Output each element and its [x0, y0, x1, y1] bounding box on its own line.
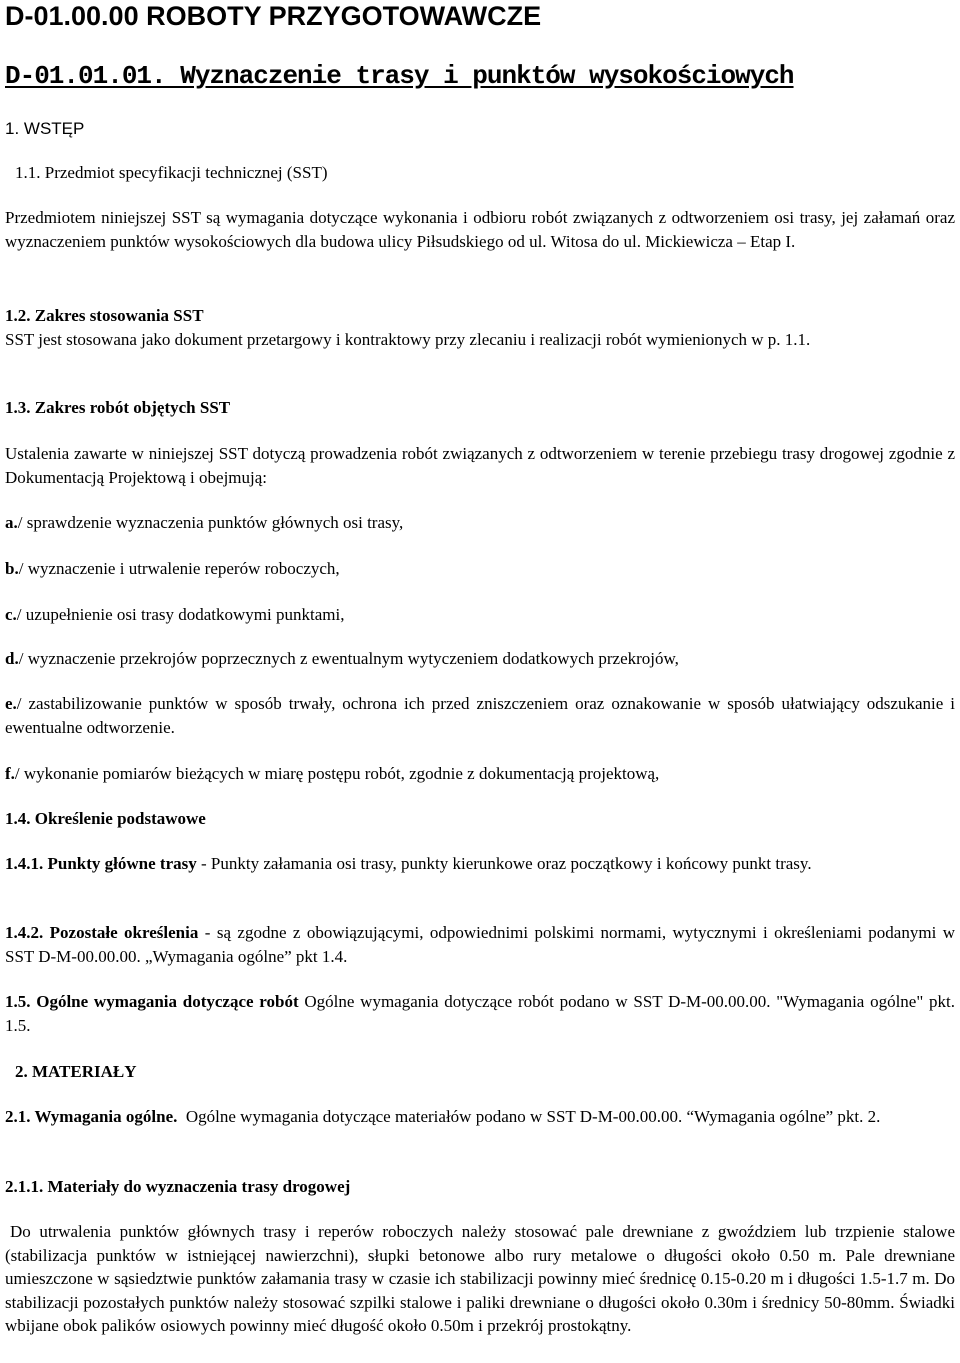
list-item-c [5, 603, 955, 627]
section-2-1 [5, 1105, 955, 1129]
section-1-4-1-text: - Punkty załamania osi trasy, punkty kierunkowe oraz początkowy i końcowy punkt trasy. [196, 854, 812, 873]
list-item-e [5, 692, 955, 739]
section-2-1-1-heading-text: 2.1.1. Materiały do wyznaczenia trasy drogowej [5, 1177, 351, 1196]
list-item-text: / wykonanie pomiarów bieżących w miarę postępu robót, zgodnie z dokumentacją projektową, [14, 764, 660, 783]
section-2-1-text: Ogólne wymagania dotyczące materiałów podano w SST D-M-00.00.00. “Wymagania ogólne” pkt. 2. [177, 1107, 881, 1126]
section-1-3-heading [5, 396, 955, 420]
section-2-heading-text: 2. MATERIAŁY [15, 1062, 137, 1081]
section-1-4-2-text: - są zgodne z obowiązującymi, odpowiednimi polskimi normami, wytycznymi i określeniami podanymi w SST D-M-00.00.00. „Wymagania ogólne” pkt 1.4. [5, 923, 955, 966]
section-1-3-heading-text: 1.3. Zakres robót objętych SST [5, 398, 231, 417]
list-item-a [5, 511, 955, 535]
section-2-1-label: 2.1. Wymagania ogólne. [5, 1107, 178, 1126]
list-item-text: / sprawdzenie wyznaczenia punktów głównych osi trasy, [17, 513, 404, 532]
list-item-label: e. [5, 694, 17, 713]
section-1-1-text: Przedmiotem niniejszej SST są wymagania dotyczące wykonania i odbioru robót związanych z odtworzeniem osi trasy, jej załamań oraz wyznaczeniem punktów wysokościowych dla budowa ulicy Piłsudskiego od ul. Witosa do ul. Mickiewicza – Etap I. [5, 208, 955, 251]
section-1-5 [5, 990, 955, 1037]
section-1-4-heading [5, 807, 955, 831]
list-item-label: b. [5, 559, 19, 578]
section-1-2-text: SST jest stosowana jako dokument przetargowy i kontraktowy przy zlecaniu i realizacji robót wymienionych w p. 1.1. [5, 330, 811, 349]
section-1-5-text: Ogólne wymagania dotyczące robót podano w SST D-M-00.00.00. "Wymagania ogólne" pkt. 1.5. [5, 992, 955, 1035]
list-item-label: d. [5, 649, 19, 668]
section-1-1-heading: 1.1. Przedmiot specyfikacji technicznej (SST) [15, 163, 328, 182]
list-item-label: a. [5, 513, 18, 532]
list-item-text: / uzupełnienie osi trasy dodatkowymi punktami, [16, 605, 345, 624]
section-1-4-1-label: 1.4.1. Punkty główne trasy [5, 854, 197, 873]
list-item-d [5, 647, 955, 671]
section-1-4-2-label: 1.4.2. Pozostałe określenia [5, 923, 199, 942]
section-1-4-heading-text: 1.4. Określenie podstawowe [5, 809, 206, 828]
list-item-text: / zastabilizowanie punktów w sposób trwały, ochrona ich przed zniszczeniem oraz oznakowanie w sposób ułatwiający odszukanie i ewentualne odtworzenie. [5, 694, 955, 737]
section-1-4-2 [5, 921, 955, 968]
list-item-label: c. [5, 605, 17, 624]
section-2-1-1-text: Do utrwalenia punktów głównych trasy i reperów roboczych należy stosować pale drewniane z gwoździem lub trzpienie stalowe (stabilizacja punktów w istniejącej nawierzchni), słupki betonowe albo rury metalowe o długości około 0.50 m. Pale drewniane umieszczone w sąsiedztwie punktów załamania trasy w czasie ich stabilizacji powinny mieć średnicę 0.15-0.20 m i długości 1.5-1.7 m. Do stabilizacji pozostałych punktów należy stosować szpilki stalowe i paliki drewniane o długości około 0.30m i średnicy 50-80mm. Świadki wbijane obok palików osiowych powinny mieć długość około 0.50m i przekrój prostokątny. [5, 1222, 955, 1335]
list-item-f [5, 762, 955, 786]
section-1-2-heading-text: 1.2. Zakres stosowania SST [5, 306, 204, 325]
list-item-label: f. [5, 764, 15, 783]
section-1-3-text: Ustalenia zawarte w niniejszej SST dotyczą prowadzenia robót związanych z odtworzeniem w terenie przebiegu trasy drogowej zgodnie z Dokumentacją Projektową i obejmują: [5, 444, 955, 487]
list-item-text: / wyznaczenie przekrojów poprzecznych z ewentualnym wytyczeniem dodatkowych przekrojów, [18, 649, 679, 668]
list-item-b [5, 557, 955, 581]
section-2-heading [15, 1060, 955, 1084]
section-1-heading: 1. WSTĘP [5, 119, 85, 138]
list-item-text: / wyznaczenie i utrwalenie reperów roboczych, [18, 559, 340, 578]
section-1-4-1 [5, 852, 955, 876]
specification-title: D-01.01.01. Wyznaczenie trasy i punktów wysokościowych [5, 61, 794, 91]
document-title: D-01.00.00 ROBOTY PRZYGOTOWAWCZE [5, 1, 542, 31]
section-2-1-1-heading [5, 1175, 955, 1199]
section-1-5-label: 1.5. Ogólne wymagania dotyczące robót [5, 992, 299, 1011]
section-1-2-heading [5, 304, 955, 328]
